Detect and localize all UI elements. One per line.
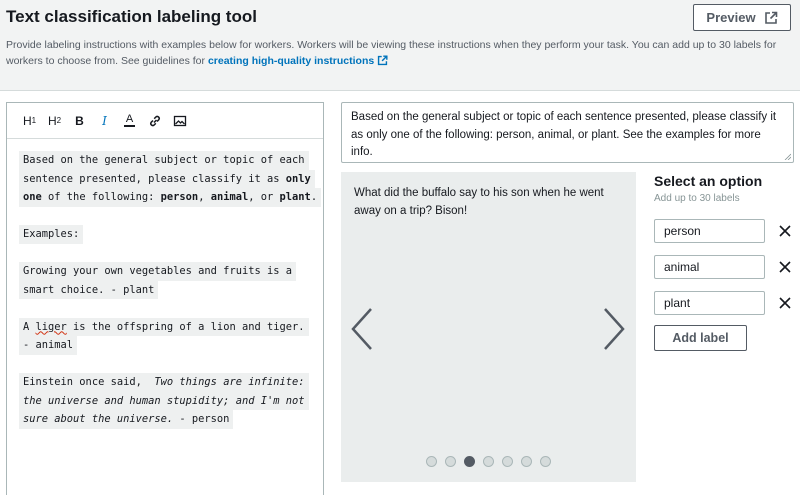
carousel-dot[interactable] <box>540 456 551 467</box>
instructions-description: Provide labeling instructions with examples below for workers. Workers will be viewing these instructions when they perform your task. You can add up to 30 labels for workers to choose from. See guidelines for creating high-quality instructions <box>6 39 777 67</box>
link-button[interactable] <box>142 110 167 132</box>
instruction-paragraph: Based on the general subject or topic of each sentence presented, please classify it as only one of the following: person, animal, or plant. <box>19 151 319 207</box>
label-input-person[interactable] <box>654 219 765 243</box>
short-instructions-textarea[interactable] <box>341 102 794 163</box>
carousel-dot[interactable] <box>464 456 475 467</box>
external-link-icon <box>764 11 778 25</box>
page-header <box>0 0 800 91</box>
label-input-animal[interactable] <box>654 255 765 279</box>
image-button[interactable] <box>167 110 192 132</box>
text-color-button[interactable]: A <box>125 113 134 125</box>
close-icon[interactable] <box>777 259 793 275</box>
carousel-dot[interactable] <box>426 456 437 467</box>
chevron-left-icon[interactable] <box>349 305 375 353</box>
carousel-pagination <box>426 456 551 467</box>
options-subtitle: Add up to 30 labels <box>654 193 740 204</box>
carousel-dot[interactable] <box>483 456 494 467</box>
close-icon[interactable] <box>777 223 793 239</box>
italic-button[interactable]: I <box>102 113 107 128</box>
image-icon <box>173 114 187 128</box>
example-animal: A liger is the offspring of a lion and tiger. - animal <box>19 318 319 355</box>
carousel-dot[interactable] <box>521 456 532 467</box>
editor-content[interactable] <box>19 151 319 429</box>
examples-heading: Examples: <box>19 225 319 244</box>
options-title: Select an option <box>654 173 763 189</box>
heading-1-button[interactable]: H 1 <box>22 113 37 128</box>
example-plant: Growing your own vegetables and fruits is a smart choice. - plant <box>19 262 319 299</box>
guidelines-link[interactable]: creating high-quality instructions <box>207 54 375 67</box>
page-title: Text classification labeling tool <box>6 7 257 26</box>
example-text: What did the buffalo say to his son when he went away on a trip? Bison! <box>354 187 604 217</box>
link-icon <box>148 114 162 128</box>
heading-2-button[interactable]: H 2 <box>47 113 62 128</box>
resize-handle-icon[interactable] <box>784 153 791 160</box>
text-color-bar <box>124 125 135 127</box>
carousel-dot[interactable] <box>502 456 513 467</box>
short-instructions-text: Based on the general subject or topic of each sentence presented, please classify it as only one of the following: person, animal, or plant. See the examples for more info. <box>351 111 777 158</box>
example-person: Einstein once said, Two things are infinite: the universe and human stupidity; and I'm not sure about the universe. - person <box>19 373 319 429</box>
external-link-icon[interactable] <box>377 55 388 66</box>
close-icon[interactable] <box>777 295 793 311</box>
preview-button-label: Preview <box>706 10 756 25</box>
editor-toolbar <box>7 103 323 139</box>
label-input-plant[interactable] <box>654 291 765 315</box>
example-carousel <box>341 172 636 482</box>
add-label-button[interactable]: Add label <box>654 325 747 351</box>
chevron-right-icon[interactable] <box>601 305 627 353</box>
instructions-editor[interactable] <box>6 102 324 495</box>
bold-button[interactable]: B <box>75 113 84 128</box>
carousel-dot[interactable] <box>445 456 456 467</box>
preview-button[interactable] <box>693 4 791 31</box>
